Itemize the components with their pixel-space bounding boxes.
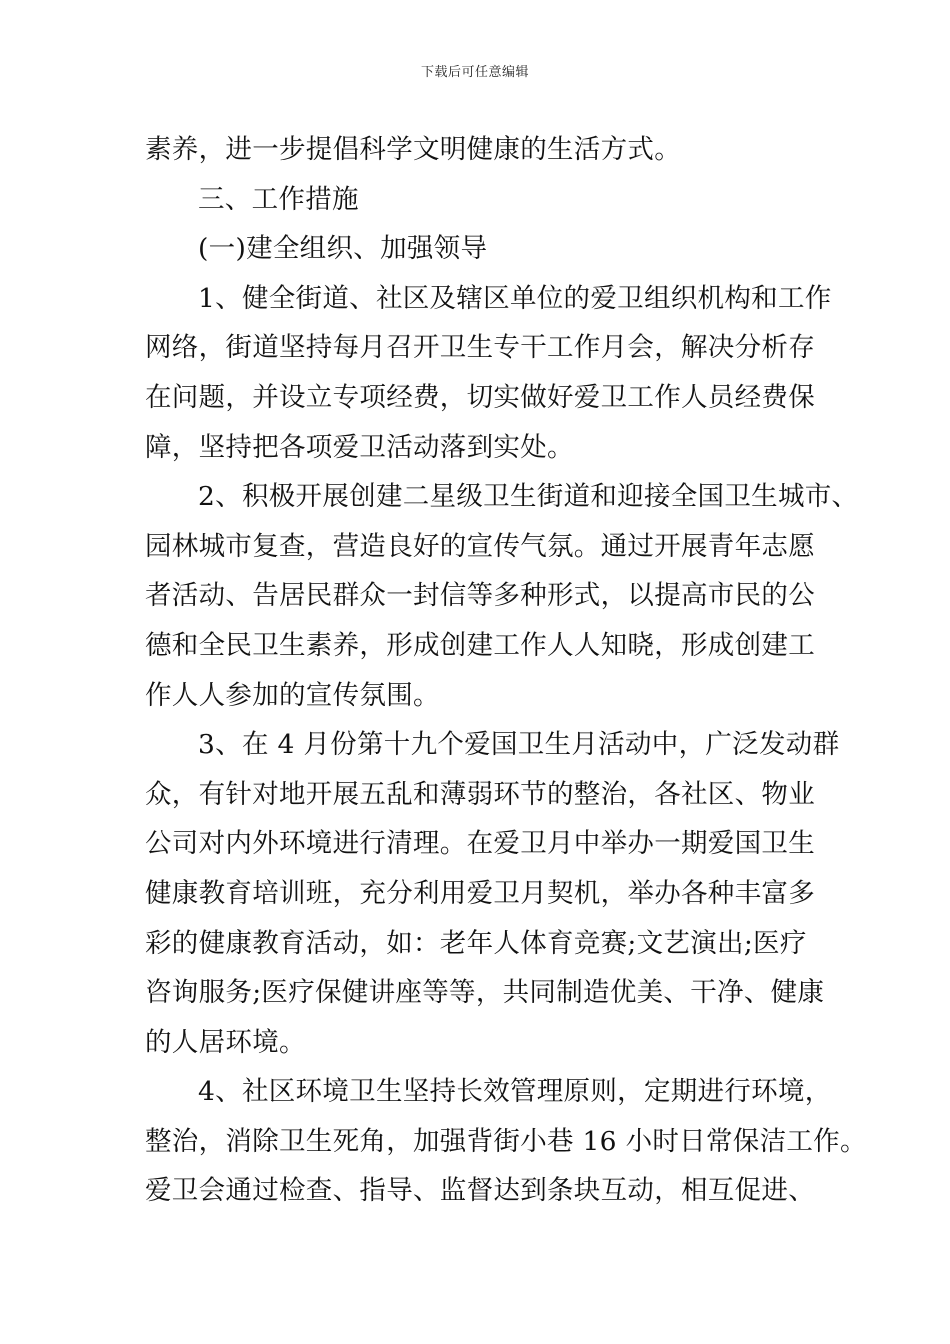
text-line: 作人人参加的宣传氛围。 [145, 679, 440, 711]
text-line: 健康教育培训班，充分利用爱卫月契机，举办各种丰富多 [145, 877, 815, 909]
text-line: 爱卫会通过检查、指导、监督达到条块互动，相互促进、 [145, 1175, 815, 1207]
text-line: 素养，进一步提倡科学文明健康的生活方式。 [145, 134, 681, 165]
text-line: 3、在 4 月份第十九个爱国卫生月活动中，广泛发动群 [198, 729, 840, 761]
text-line: 4、社区环境卫生坚持长效管理原则，定期进行环境， [198, 1076, 832, 1108]
text-line: 网络，街道坚持每月召开卫生专干工作月会，解决分析存 [145, 332, 815, 364]
text-line: 障，坚持把各项爱卫活动落到实处。 [145, 431, 574, 463]
text-line: 公司对内外环境进行清理。在爱卫月中举办一期爱国卫生 [145, 828, 815, 860]
text-line: 2、积极开展创建二星级卫生街道和迎接全国卫生城市、 [198, 481, 859, 513]
text-line: 的人居环境。 [145, 1026, 306, 1058]
text-line: 众，有针对地开展五乱和薄弱环节的整治，各社区、物业 [145, 778, 815, 810]
text-line: 整治，消除卫生死角，加强背街小巷 16 小时日常保洁工作。 [145, 1125, 867, 1157]
text-line: 园林城市复查，营造良好的宣传气氛。通过开展青年志愿 [145, 530, 815, 562]
text-line: 彩的健康教育活动，如：老年人体育竞赛;文艺演出;医疗 [145, 927, 807, 959]
text-line: 1、健全街道、社区及辖区单位的爱卫组织机构和工作 [198, 282, 832, 314]
document-body [145, 125, 867, 1216]
text-line: 咨询服务;医疗保健讲座等等，共同制造优美、干净、健康 [145, 977, 825, 1009]
text-line: 者活动、告居民群众一封信等多种形式，以提高市民的公 [145, 580, 815, 612]
text-line: 德和全民卫生素养，形成创建工作人人知晓，形成创建工 [145, 629, 815, 661]
text-line: 在问题，并设立专项经费，切实做好爱卫工作人员经费保 [145, 381, 815, 413]
text-line: 三、工作措施 [198, 183, 359, 215]
page-header: 下载后可任意编辑 [420, 65, 529, 80]
text-line: (一)建全组织、加强领导 [198, 233, 488, 265]
